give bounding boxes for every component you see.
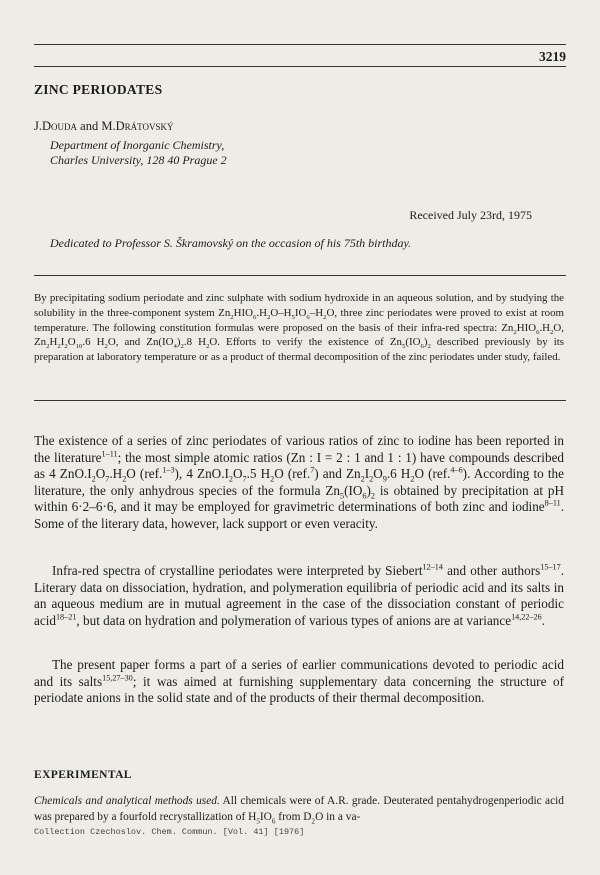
article-authors: J.Douda and M.Drátovský — [34, 119, 174, 133]
experimental-subheading: Chemicals and analytical methods used. — [34, 795, 220, 807]
affiliation-line-1: Department of Inorganic Chemistry, — [50, 138, 225, 152]
affiliation-line-2: Charles University, 128 40 Prague 2 — [50, 153, 227, 167]
article-title: ZINC PERIODATES — [34, 82, 163, 97]
experimental-heading: EXPERIMENTAL — [34, 769, 132, 781]
intro-paragraph-3: The present paper forms a part of a series of earlier communications devoted to periodic acid and its salts$^{15,27-30}$; it was aimed at furnishing supplementary data concerning the structure of periodate anions in the solid state and of the products of their thermal decomposition. — [34, 657, 564, 706]
intro-paragraph-2: Infra-red spectra of crystalline periodates were interpreted by Siebert$^{12-14}$ and other authors$^{15-17}$. Literary data on dissociation, hydration, and polymeration equilibria of periodic acid and its salts in an aqueous medium are in mutual agreement in the case of the dissociation constant of periodic acid$^{18-21}$, but data on hydration and polymeration of various types of anions are at variance$^{14,22-26}$. — [34, 562, 564, 628]
received-date: Received July 23rd, 1975 — [409, 208, 532, 222]
abstract-rule-bottom — [34, 400, 566, 401]
abstract-rule-top — [34, 275, 566, 276]
abstract: By precipitating sodium periodate and zinc sulphate with sodium hydroxide in an aqueous solution, and by studying the solubility in the three-component system $Zn_2HIO_6.H_2O-H_5IO_6-H_2O$, three zinc periodates were proved to exist at room temperature. The following constitution formulas were proposed on the basis of their infra-red spectra: $Zn_2HIO_6.H_2O$, $Zn_2H_2I_2O_{10}.6$ $H_2O$, and $Zn(IO_4)_2.8$ $H_2O$. Efforts to verify the existence of $Zn_5(IO_6)_2$ described previously by its preparation at laboratory temperature or as a product of thermal decomposition of the zinc periodates under study, failed. — [34, 292, 565, 364]
footer-citation: Collection Czechoslov. Chem. Commun. [Vol. 41] [1976] — [34, 827, 305, 837]
header-rule — [34, 44, 566, 45]
intro-paragraph-1: The existence of a series of zinc periodates of various ratios of zinc to iodine has been reported in the literature$^{1-11}$; the most simple atomic ratios (Zn : I = 2 : 1 and 1 : 1) have compounds described as 4 $ZnO.I_2O_7.H_2O$ (ref.$^{1-3}$), 4 $ZnO.I_2O_7.5$ $H_2O$ (ref.$^7$) and $Zn_2I_2O_9.6$ $H_2O$ (ref.$^{4-6}$). According to the literature, the only anhydrous species of the formula $Zn_5(IO_6)_2$ is obtained by precipitation at pH within 6·2–6·6, and it may be employed for gravimetric determinations of both zinc and iodine$^{8-11}$. Some of the literary data, however, lack support or even veracity. — [34, 433, 565, 531]
header-rule-bottom — [34, 66, 566, 67]
page-number: 3219 — [539, 49, 566, 64]
experimental-paragraph: Chemicals and analytical methods used. All chemicals were of A.R. grade. Deuterated pentahydrogenperiodic acid was prepared by a fourfold recrystallization of $H_5IO_6$ from $D_2O$ in a va- — [34, 795, 564, 825]
dedication: Dedicated to Professor S. Škramovský on the occasion of his 75th birthday. — [50, 236, 412, 250]
